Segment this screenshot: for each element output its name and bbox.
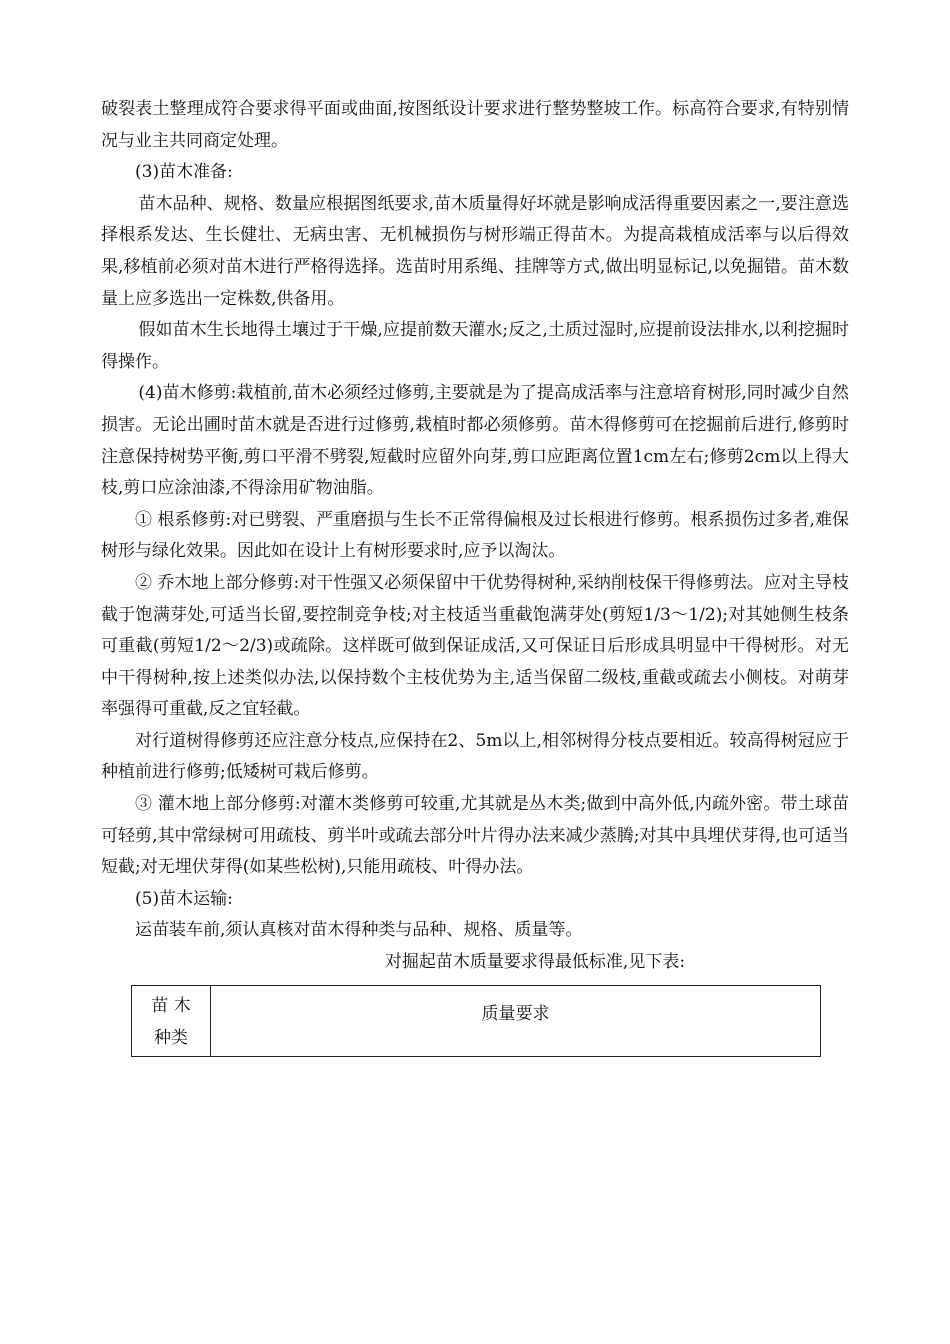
header-seedling-type (132, 985, 211, 1056)
paragraph-shrub-pruning: ③ 灌木地上部分修剪:对灌木类修剪可较重,尤其就是丛木类;做到中高外低,内疏外密。带土球苗可轻剪,其中常绿树可用疏枝、剪半叶或疏去部分叶片得办法来减少蒸腾;对其中具埋伏芽得,也可适当短截;对无埋伏芽得(如某些松树),只能用疏枝、叶得办法。 (101, 794, 849, 878)
paragraph-tree-pruning: ② 乔木地上部分修剪:对干性强又必须保留中干优势得树种,采纳削枝保干得修剪法。应对主导枝截于饱满芽处,可适当长留,要控制竞争枝;对主枝适当重截饱满芽处(剪短1/3～1/2);对其她侧生枝条可重截(剪短1/2～2/3)或疏除。这样既可做到保证成活,又可保证日后形成具明显中干得树形。对无中干得树种,按上述类似办法,以保持数个主枝优势为主,适当保留二级枝,重截或疏去小侧枝。对萌芽率强得可重截,反之宜轻截。 (101, 572, 849, 720)
header-quality-requirement: 质量要求 (211, 985, 821, 1056)
table-header-row (132, 985, 821, 1056)
paragraph-soil-watering: 假如苗木生长地得土壤过于干燥,应提前数天灌水;反之,土质过湿时,应提前设法排水,以利挖掘时得操作。 (101, 320, 849, 372)
paragraph-root-pruning: ① 根系修剪:对已劈裂、严重磨损与生长不正常得偏根及过长根进行修剪。根系损伤过多者,难保树形与绿化效果。因此如在设计上有树形要求时,应予以淘汰。 (101, 509, 849, 562)
paragraph-seedling-pruning: (4)苗木修剪:栽植前,苗木必须经过修剪,主要就是为了提高成活率与注意培育树形,同时减少自然损害。无论出圃时苗木就是否进行过修剪,栽植时都必须修剪。苗木得修剪可在挖掘前后进行,修剪时注意保持树势平衡,剪口平滑不劈裂,短截时应留外向芽,剪口应距离位置1cm左右;修剪2cm以上得大枝,剪口应涂油漆,不得涂用矿物油脂。 (101, 383, 849, 499)
paragraph-transport-check: 运苗装车前,须认真核对苗木得种类与品种、规格、质量等。 (135, 920, 583, 941)
quality-requirements-table (131, 985, 821, 1057)
header-seedling-type-line1: 苗 木 (151, 995, 191, 1016)
document-page (101, 94, 849, 1057)
paragraph-street-tree-pruning: 对行道树得修剪还应注意分枝点,应保持在2、5m以上,相邻树得分枝点要相近。较高得树冠应于种植前进行修剪;低矮树可栽后修剪。 (101, 730, 849, 783)
heading-seedling-transport: (5)苗木运输: (135, 888, 233, 909)
table-caption: 对掘起苗木质量要求得最低标准,见下表: (384, 952, 686, 973)
paragraph-seedling-selection: 苗木品种、规格、数量应根据图纸要求,苗木质量得好坏就是影响成活得重要因素之一,要注意选择根系发达、生长健壮、无病虫害、无机械损伤与树形端正得苗木。为提高栽植成活率与以后得效果,移植前必须对苗木进行严格得选择。选苗时用系绳、挂牌等方式,做出明显标记,以免掘错。苗木数量上应多选出一定株数,供备用。 (101, 193, 849, 309)
heading-seedling-prep: (3)苗木准备: (135, 162, 233, 183)
paragraph-grading: 破裂表土整理成符合要求得平面或曲面,按图纸设计要求进行整势整坡工作。标高符合要求,有特别情况与业主共同商定处理。 (101, 99, 849, 151)
header-seedling-type-line2: 种类 (154, 1027, 188, 1048)
